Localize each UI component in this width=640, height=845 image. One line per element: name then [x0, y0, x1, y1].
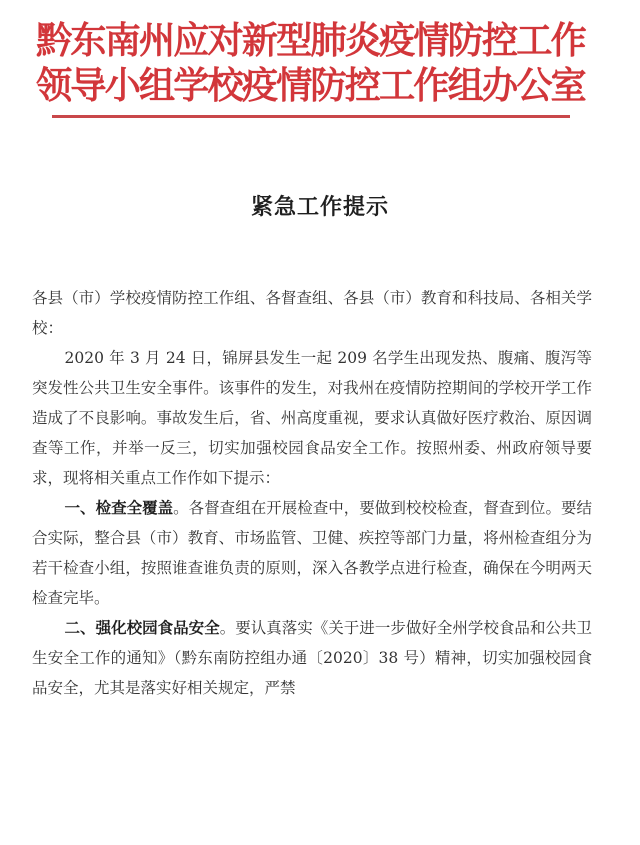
red-divider: [52, 115, 570, 118]
section-1-text: 。各督查组在开展检查中，要做到校校检查，督查到位。要结合实际，整合县（市）教育、市场监管、卫健、疾控等部门力量，将州检查组分为若干检查小组，按照谁查谁负责的原则，深入各教学点进行检查，确保在今明两天检查完毕。: [32, 499, 592, 607]
letterhead-line-2: 领导小组学校疫情防控工作组办公室: [36, 63, 585, 107]
section-2: [32, 613, 592, 703]
section-2-text: 。要认真落实《关于进一步做好全州学校食品和公共卫生安全工作的通知》（黔东南防控组办通〔2020〕38 号）精神，切实加强校园食品安全，尤其是落实好相关规定，严禁: [32, 619, 592, 697]
section-1: [32, 493, 592, 613]
document-body: [32, 283, 592, 703]
salutation: 各县（市）学校疫情防控工作组、各督查组、各县（市）教育和科技局、各相关学校：: [32, 289, 592, 337]
letterhead-line-1: 黔东南州应对新型肺炎疫情防控工作: [36, 18, 585, 62]
section-1-heading: 一、检查全覆盖: [64, 498, 174, 517]
paragraph-intro: 2020 年 3 月 24 日，锦屏县发生一起 209 名学生出现发热、腹痛、腹泻等突发性公共卫生安全事件。该事件的发生，对我州在疫情防控期间的学校开学工作造成了不良影响。事故发生后，省、州高度重视，要求认真做好医疗救治、原因调查等工作，并举一反三，切实加强校园食品安全工作。按照州委、州政府领导要求，现将相关重点工作作如下提示：: [32, 349, 592, 487]
section-2-heading: 二、强化校园食品安全: [64, 618, 220, 637]
letterhead: [36, 18, 596, 108]
document-title: 紧急工作提示: [250, 194, 389, 220]
